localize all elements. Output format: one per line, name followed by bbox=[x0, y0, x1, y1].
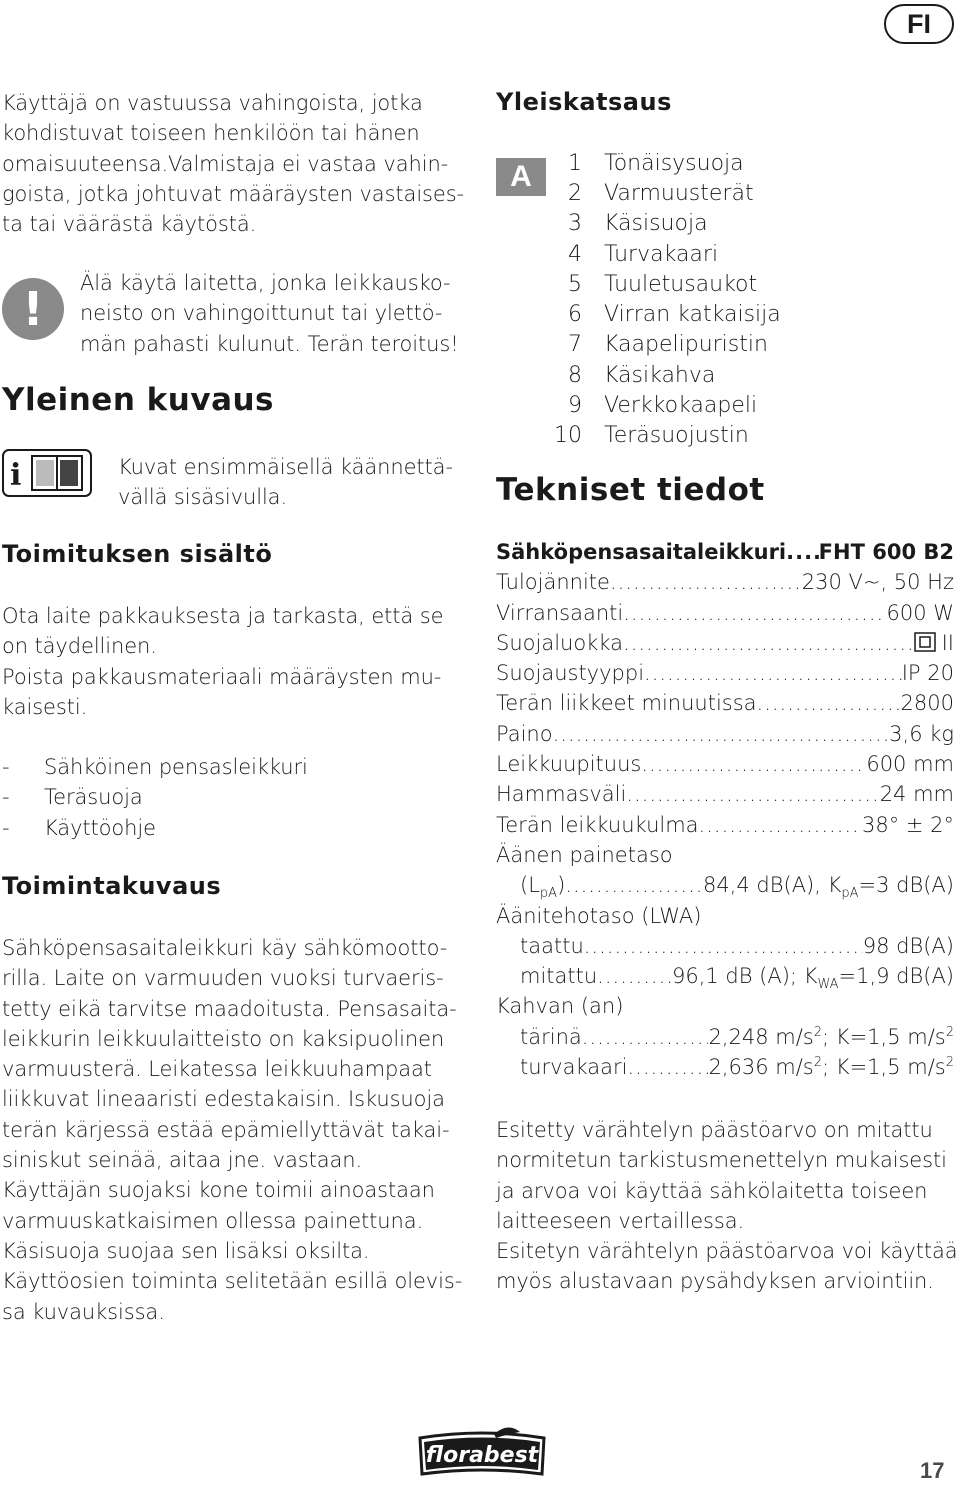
list-item: 8 Käsikahva bbox=[568, 362, 716, 388]
intro-line: Käyttäjä on vastuussa vahingoista, jotka bbox=[2, 91, 423, 115]
warning-line: Älä käytä laitetta, jonka leikkausko- bbox=[80, 271, 451, 295]
spec-row-sound-pressure: $(L_{pA})$ ..... 84,4 dB(A), $K_{pA}=3$ dB(A) bbox=[496, 873, 954, 903]
sound-power-title: Äänitehotaso (LWA) bbox=[496, 903, 702, 928]
list-item: 5 Tuuletusaukot bbox=[568, 271, 758, 297]
function-line: liikkuvat lineaaristi edestakaisin. Iskusuoja bbox=[2, 1087, 445, 1112]
delivery-list bbox=[2, 752, 467, 843]
function-line: leikkurin leikkuulaitteisto on kaksipuolinen bbox=[2, 1026, 445, 1051]
warning-line: män pahasti kulunut. Terän teroitus! bbox=[80, 331, 459, 356]
warning-text bbox=[80, 268, 470, 359]
florabest-logo bbox=[416, 1424, 548, 1480]
intro-line: ta tai väärästä käytöstä. bbox=[2, 212, 257, 237]
spec-row: Hammasväli ..... 24 mm bbox=[496, 782, 954, 812]
note-line: Esitetyn värähtelyn päästöarvoa voi käyttää bbox=[496, 1239, 958, 1264]
info-note bbox=[118, 452, 468, 513]
function-line: rilla. Laite on varmuuden vuoksi turvaeris- bbox=[2, 966, 444, 991]
page-number: 17 bbox=[920, 1458, 945, 1483]
figure-label: A bbox=[496, 158, 546, 196]
delivery-line: Ota laite pakkauksesta ja tarkasta, että se bbox=[2, 604, 444, 628]
info-line: vällä sisäsivulla. bbox=[118, 485, 288, 510]
info-book-icon bbox=[2, 449, 92, 497]
list-item: 6 Virran katkaisija bbox=[568, 302, 781, 328]
language-badge: FI bbox=[884, 4, 954, 44]
list-item: 4 Turvakaari bbox=[568, 241, 719, 267]
spec-row: turvakaari ..... 2,636 $m/s^2$; K=1,5 $m/s^2$ bbox=[496, 1055, 954, 1085]
function-line: Käsisuoja suojaa sen lisäksi oksilta. bbox=[2, 1238, 370, 1263]
spec-row: taattu ..... 98 dB(A) bbox=[496, 934, 954, 964]
heading-overview: Yleiskatsaus bbox=[496, 88, 672, 116]
spec-row: Terän liikkeet minuutissa ..... 2800 bbox=[496, 691, 954, 721]
spec-row: mitattu ..... 96,1 dB (A); $K_{WA}=1,9$ dB(A) bbox=[496, 964, 954, 994]
function-line: terän kärjessä estää epämiellyttävät takai- bbox=[2, 1117, 450, 1142]
note-line: normitetun tarkistusmenettelyn mukaisesti bbox=[496, 1148, 947, 1173]
list-item: 10 Teräsuojustin bbox=[554, 423, 749, 449]
svg-text:florabest: florabest bbox=[425, 1443, 539, 1468]
sound-pressure-title: Äänen painetaso bbox=[496, 842, 673, 867]
function-line: varmuuskatkaisimen ollessa painettuna. bbox=[2, 1208, 424, 1233]
function-line: varmuusterä. Leikatessa leikkuuhampaat bbox=[2, 1057, 432, 1082]
delivery-line: kaisesti. bbox=[2, 694, 88, 719]
intro-line: omaisuuteensa.Valmistaja ei vastaa vahin- bbox=[2, 151, 449, 176]
list-item: - Käyttöohje bbox=[2, 815, 156, 840]
svg-text:i: i bbox=[10, 458, 22, 493]
spec-row: Paino ..... 3,6 kg bbox=[496, 722, 954, 752]
spec-row: Terän leikkuukulma ..... 38° ± 2° bbox=[496, 813, 954, 843]
heading-general-description: Yleinen kuvaus bbox=[2, 382, 275, 418]
delivery-paragraph bbox=[2, 601, 467, 722]
heading-delivery-contents: Toimituksen sisältö bbox=[2, 540, 273, 568]
list-item: - Sähköinen pensasleikkuri bbox=[2, 755, 308, 779]
function-line: sa kuvauksissa. bbox=[2, 1299, 165, 1324]
spec-table bbox=[496, 540, 954, 1085]
function-line: Käyttäjän suojaksi kone toimii ainoastaan bbox=[2, 1178, 435, 1203]
function-line: tetty eikä tarvitse maadoitusta. Pensasaita- bbox=[2, 996, 457, 1021]
heading-technical-data: Tekniset tiedot bbox=[496, 472, 765, 508]
list-item: 3 Käsisuoja bbox=[568, 211, 708, 237]
function-paragraph bbox=[2, 933, 467, 1327]
list-item: 2 Varmuusterät bbox=[568, 180, 754, 206]
spec-row: tärinä ..... 2,248 $m/s^2$; K=1,5 $m/s^2$ bbox=[496, 1025, 954, 1055]
spec-row: Suojaustyyppi ..... IP 20 bbox=[496, 661, 954, 691]
function-line: Sähköpensasaitaleikkuri käy sähkömootto- bbox=[2, 936, 448, 960]
note-line: myös alustavaan pysähdyksen arviointiin. bbox=[496, 1269, 934, 1294]
note-line: laitteeseen vertaillessa. bbox=[496, 1208, 745, 1233]
parts-list bbox=[548, 148, 781, 451]
vibration-title: Kahvan (an) bbox=[496, 994, 624, 1019]
list-item: 9 Verkkokaapeli bbox=[568, 393, 758, 419]
spec-row: Tulojännite ..... 230 V~, 50 Hz bbox=[496, 570, 954, 600]
delivery-line: on täydellinen. bbox=[2, 634, 157, 659]
delivery-line: Poista pakkausmateriaali määräysten mu- bbox=[2, 664, 442, 689]
spec-row: Leikkuupituus ..... 600 mm bbox=[496, 752, 954, 782]
list-item: - Teräsuoja bbox=[2, 785, 143, 810]
note-line: ja arvoa voi käyttää sähkölaitetta toiseen bbox=[496, 1178, 928, 1203]
spec-row-model: Sähköpensasaitaleikkuri ..... FHT 600 B2 bbox=[496, 540, 954, 570]
intro-paragraph bbox=[2, 88, 467, 239]
vibration-notes bbox=[496, 1115, 958, 1297]
note-line: Esitetty värähtelyn päästöarvo on mitattu bbox=[496, 1118, 933, 1142]
intro-line: goista, jotka johtuvat määräysten vastaises- bbox=[2, 181, 465, 206]
warning-icon: ! bbox=[2, 278, 64, 340]
protection-class-ii-icon bbox=[914, 632, 936, 652]
heading-function: Toimintakuvaus bbox=[2, 872, 222, 900]
list-item: 7 Kaapelipuristin bbox=[568, 332, 768, 358]
function-line: Käyttöosien toiminta selitetään esillä olevis- bbox=[2, 1269, 463, 1294]
spec-row: Suojaluokka ..... II bbox=[496, 631, 954, 661]
warning-line: neisto on vahingoittunut tai ylettö- bbox=[80, 301, 443, 326]
spec-row: Virransaanti ..... 600 W bbox=[496, 601, 954, 631]
info-line: Kuvat ensimmäisellä käännettä- bbox=[118, 455, 453, 479]
function-line: siniskut seinää, aitaa jne. vastaan. bbox=[2, 1148, 363, 1173]
intro-line: kohdistuvat toiseen henkilöön tai hänen bbox=[2, 121, 420, 146]
list-item: 1 Tönäisysuoja bbox=[568, 150, 744, 176]
